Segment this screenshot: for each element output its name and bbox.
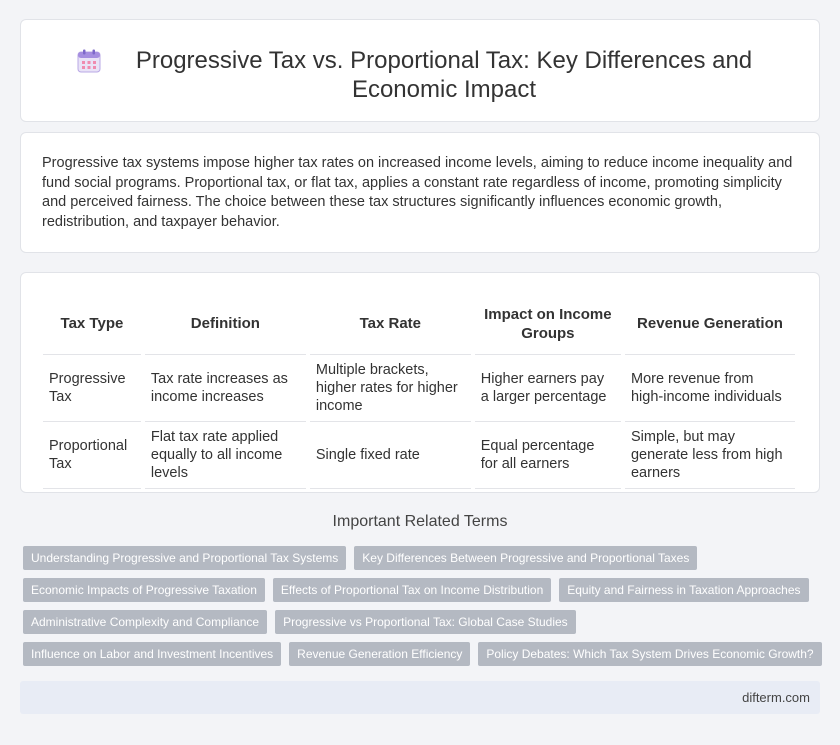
table-cell: Tax rate increases as income increases xyxy=(145,355,306,422)
table-row xyxy=(43,422,795,489)
related-term-tag[interactable]: Equity and Fairness in Taxation Approaches xyxy=(559,578,808,602)
related-term-tag[interactable]: Policy Debates: Which Tax System Drives Economic Growth? xyxy=(478,642,821,666)
tag-row xyxy=(23,610,823,634)
comparison-table-card xyxy=(20,272,820,493)
table-cell: Flat tax rate applied equally to all income levels xyxy=(145,422,306,489)
table-cell: Single fixed rate xyxy=(310,422,471,489)
table-cell: Proportional Tax xyxy=(43,422,141,489)
related-terms-heading: Important Related Terms xyxy=(332,513,508,530)
calendar-icon xyxy=(76,48,102,74)
page-title: Progressive Tax vs. Proportional Tax: Key Differences and Economic Impact xyxy=(135,47,753,103)
column-header: Revenue Generation xyxy=(625,291,795,355)
table-cell: More revenue from high-income individuals xyxy=(625,355,795,422)
related-term-tag[interactable]: Key Differences Between Progressive and Proportional Taxes xyxy=(354,546,697,570)
related-term-tag[interactable]: Effects of Proportional Tax on Income Distribution xyxy=(273,578,551,602)
related-terms-list xyxy=(23,546,823,674)
comparison-table xyxy=(39,291,799,489)
related-term-tag[interactable]: Understanding Progressive and Proportional Tax Systems xyxy=(23,546,346,570)
related-term-tag[interactable]: Influence on Labor and Investment Incentives xyxy=(23,642,281,666)
related-term-tag[interactable]: Administrative Complexity and Compliance xyxy=(23,610,267,634)
table-cell: Progressive Tax xyxy=(43,355,141,422)
table-cell: Equal percentage for all earners xyxy=(475,422,621,489)
table-header-row xyxy=(43,291,795,355)
footer-bar xyxy=(20,681,820,714)
column-header: Tax Rate xyxy=(310,291,471,355)
title-card xyxy=(20,19,820,122)
tag-row xyxy=(23,546,823,570)
column-header: Definition xyxy=(145,291,306,355)
table-row xyxy=(43,355,795,422)
column-header: Impact on Income Groups xyxy=(475,291,621,355)
table-cell: Simple, but may generate less from high earners xyxy=(625,422,795,489)
related-term-tag[interactable]: Economic Impacts of Progressive Taxation xyxy=(23,578,265,602)
tag-row xyxy=(23,578,823,602)
intro-card xyxy=(20,132,820,253)
related-term-tag[interactable]: Revenue Generation Efficiency xyxy=(289,642,470,666)
footer-brand[interactable]: difterm.com xyxy=(742,690,810,705)
column-header: Tax Type xyxy=(43,291,141,355)
table-cell: Multiple brackets, higher rates for higher income xyxy=(310,355,471,422)
intro-text: Progressive tax systems impose higher tax rates on increased income levels, aiming to reduce income inequality and fund social programs. Proportional tax, or flat tax, applies a constant rate regardless of income, promoting simplicity and perceived fairness. The choice between these tax structures significantly influences economic growth, redistribution, and taxpayer behavior. xyxy=(42,155,793,230)
table-cell: Higher earners pay a larger percentage xyxy=(475,355,621,422)
tag-row xyxy=(23,642,823,666)
related-term-tag[interactable]: Progressive vs Proportional Tax: Global Case Studies xyxy=(275,610,576,634)
title-row xyxy=(21,20,819,104)
